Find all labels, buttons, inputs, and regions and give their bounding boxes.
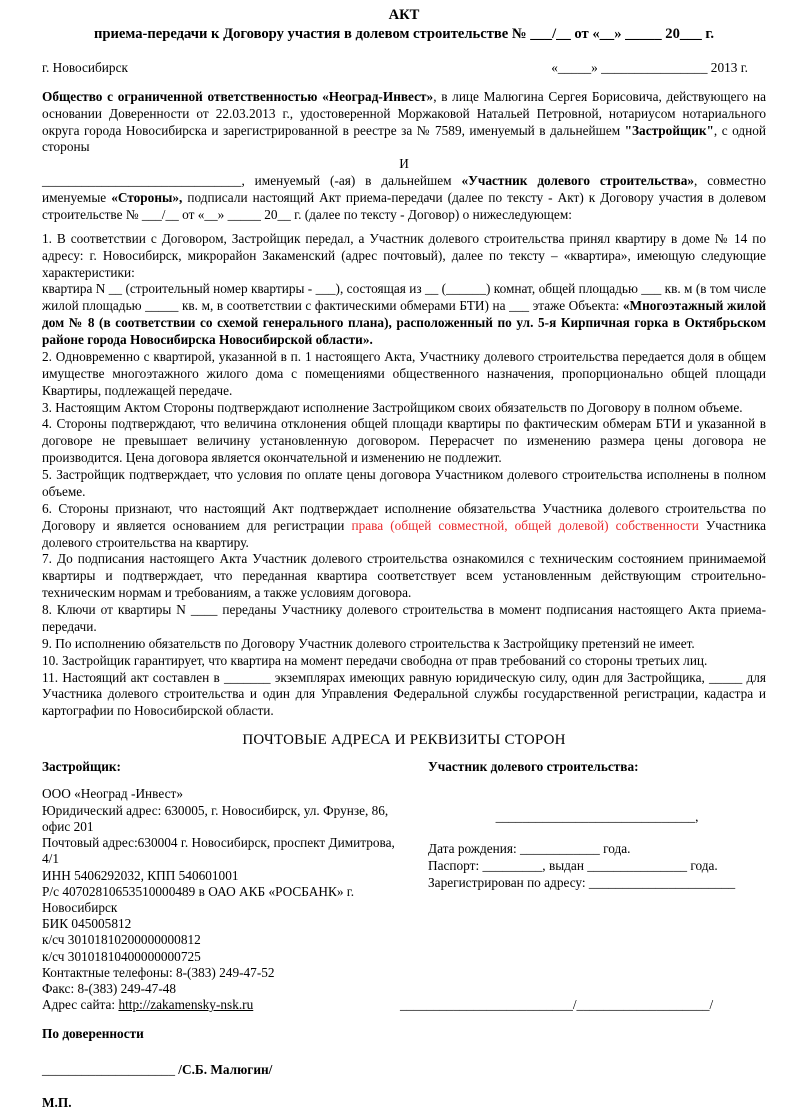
developer-signer-name: /С.Б. Малюгин/ xyxy=(178,1062,273,1078)
requisites-heading: ПОЧТОВЫЕ АДРЕСА И РЕКВИЗИТЫ СТОРОН xyxy=(242,732,566,749)
clause-1-object-bold: «Многоэтажный жилой дом № 8 (в соответствии со схемой генерального плана), расположенный по ул. 5-я Кирпичная горка в Октябрьском районе города Новосибирска Новосибирской области». xyxy=(42,298,767,348)
clause-8: 8. Ключи от квартиры N ____ переданы Участнику долевого строительства в момент подписания настоящего Акта приема-передачи. xyxy=(42,602,766,634)
developer-column-header: Застройщик: xyxy=(42,759,121,775)
developer-name-bold: Общество с ограниченной ответственностью «Неоград-Инвест» xyxy=(42,88,434,104)
participant-requisites-column xyxy=(400,759,766,1013)
developer-signature-line xyxy=(42,1062,766,1079)
attorney-label: По доверенности xyxy=(42,1025,144,1041)
website-label: Адрес сайта: xyxy=(42,997,119,1013)
developer-tail: , с одной стороны xyxy=(42,122,766,155)
participant-name-blank: ______________________________ xyxy=(42,173,242,189)
developer-requisites-column xyxy=(42,759,414,1013)
participant-fullname-blank: ______________________________, xyxy=(495,808,699,824)
clause-9: 9. По исполнению обязательств по Договору Участник долевого строительства к Застройщику претензий не имеет. xyxy=(42,635,695,651)
preamble-participant xyxy=(42,173,766,224)
requisites-columns xyxy=(42,759,766,1013)
parties-bold: «Стороны», xyxy=(111,190,183,206)
preamble-developer xyxy=(42,89,766,157)
developer-corr-account-2: к/сч 30101810400000000725 xyxy=(42,948,201,964)
conjunction-and: И xyxy=(399,156,409,172)
participant-intro: , именуемый (-ая) в дальнейшем xyxy=(241,173,462,189)
clause-6-rights-red-text: права (общей совместной, общей долевой) собственности xyxy=(351,517,699,533)
dateline-city: г. Новосибирск xyxy=(42,59,128,75)
clause-5: 5. Застройщик подтверждает, что условия по оплате цены договора Участником долевого строительства исполнены в полном объеме. xyxy=(42,467,766,499)
clause-7: 7. До подписания настоящего Акта Участник долевого строительства ознакомился с техническим состоянием принимаемой квартиры и подтверждает, что переданная квартира соответствует всем установленным действующим строительно-техническим нормам и требованиям, а также условиям договора. xyxy=(42,551,766,601)
developer-phones: Контактные телефоны: 8-(383) 249-47-52 xyxy=(42,964,275,980)
clause-4: 4. Стороны подтверждают, что величина отклонения общей площади квартиры по фактическим обмерам БТИ и указанной в договоре не превышает величину установленную договором. Перерасчет по изменению размера цены договора не производится. Цена договора является окончательной и изменению не подлежит. xyxy=(42,416,766,466)
participant-role-bold: «Участник долевого строительства» xyxy=(461,173,695,189)
clause-1-intro: 1. В соответствии с Договором, Застройщик передал, а Участник долевого строительства принял квартиру в доме № 14 по адресу: г. Новосибирск, микрорайон Закаменский (адрес почтовый), далее по тексту – «квартира», имеющую следующие характеристики: xyxy=(42,230,766,280)
developer-bank-account: Р/с 40702810653510000489 в ОАО АКБ «РОСБАНК» г. Новосибирск xyxy=(42,883,355,915)
developer-role-bold: "Застройщик" xyxy=(624,122,714,138)
clause-2: 2. Одновременно с квартирой, указанной в п. 1 настоящего Акта, Участнику долевого строительства передается доля в общем имуществе многоэтажного жилого дома с помещениями общественного назначения, пропорционально общей площади Квартиры, подлежащей передаче. xyxy=(42,348,766,398)
participant-birthdate-blank: Дата рождения: ____________ года. xyxy=(428,841,631,857)
clause-10: 10. Застройщик гарантирует, что квартира на момент передачи свободна от прав требований со стороны третьих лиц. xyxy=(42,652,708,668)
developer-postal-address: Почтовый адрес:630004 г. Новосибирск, проспект Димитрова, 4/1 xyxy=(42,835,395,867)
dateline-date-blank: «_____» ________________ 2013 г. xyxy=(551,59,748,75)
clause-6-before: 6. Стороны признают, что настоящий Акт подтверждает исполнение обязательства Участника долевого строительства по Договору и является основанием для регистрации xyxy=(42,500,766,533)
participant-signature-line: __________________________/____________________/ xyxy=(400,996,714,1012)
seal-placeholder: М.П. xyxy=(42,1095,72,1111)
participant-column-header: Участник долевого строительства: xyxy=(428,759,639,775)
developer-signature-blank: ____________________ xyxy=(42,1062,179,1078)
agreement-reference: подписали настоящий Акт приема-передачи (далее по тексту - Акт) к Договору участия в долевом строительстве № ___/__ от «__» _____ 20__ г. (далее по тексту - Договор) о нижеследующем: xyxy=(42,190,767,222)
clause-11: 11. Настоящий акт составлен в _______ экземплярах имеющих равную юридическую силу, один для Застройщика, _____ для Участника долевого строительства и один для Управления Федеральной службы государственной регистрации, кадастра и картографии по Новосибирской области. xyxy=(42,669,766,719)
clause-3: 3. Настоящим Актом Стороны подтверждают исполнение Застройщиком своих обязательств по Договору в полном объеме. xyxy=(42,399,743,415)
developer-company-name: ООО «Неоград -Инвест» xyxy=(42,786,183,802)
developer-legal-address: Юридический адрес: 630005, г. Новосибирск, ул. Фрунзе, 86, офис 201 xyxy=(42,802,389,834)
developer-fax: Факс: 8-(383) 249-47-48 xyxy=(42,981,177,997)
website-link[interactable]: http://zakamensky-nsk.ru xyxy=(118,997,254,1013)
developer-bik: БИК 045005812 xyxy=(42,916,132,932)
clause-6 xyxy=(42,501,766,552)
developer-description: , в лице Малюгина Сергея Борисовича, действующего на основании Доверенности от 22.03.2013 г., удостоверенной Моржаковой Натальей Петровной, нотариусом нотариального округа города Новосибирска и зарегистрированной в реестре за № 7589, именуемый в дальнейшем xyxy=(42,88,766,138)
developer-website-line xyxy=(42,997,414,1013)
participant-passport-blank: Паспорт: _________, выдан _______________ года. xyxy=(428,858,718,874)
clause-6-after: Участника долевого строительства на квартиру. xyxy=(42,517,766,550)
document-subtitle: приема-передачи к Договору участия в долевом строительстве № ___/__ от «__» _____ 20___ г. xyxy=(93,25,715,42)
parties-intro: , совместно именуемые xyxy=(42,173,766,206)
clause-1-details: квартира N __ (строительный номер квартиры - ___), состоящая из __ (______) комнат, общей площадью ___ кв. м (в том числе жилой площадью _____ кв. м, в соответствии с фактическими обмерами БТИ) на ___ этаже Объекта: xyxy=(42,281,766,314)
developer-inn-kpp: ИНН 5406292032, КПП 540601001 xyxy=(42,867,239,883)
clause-1 xyxy=(42,231,766,349)
developer-corr-account-1: к/сч 30101810200000000812 xyxy=(42,932,201,948)
dateline xyxy=(42,60,766,77)
clauses-list xyxy=(42,231,766,720)
document-title: АКТ xyxy=(388,7,420,23)
participant-address-blank: Зарегистрирован по адресу: ______________________ xyxy=(428,874,736,890)
